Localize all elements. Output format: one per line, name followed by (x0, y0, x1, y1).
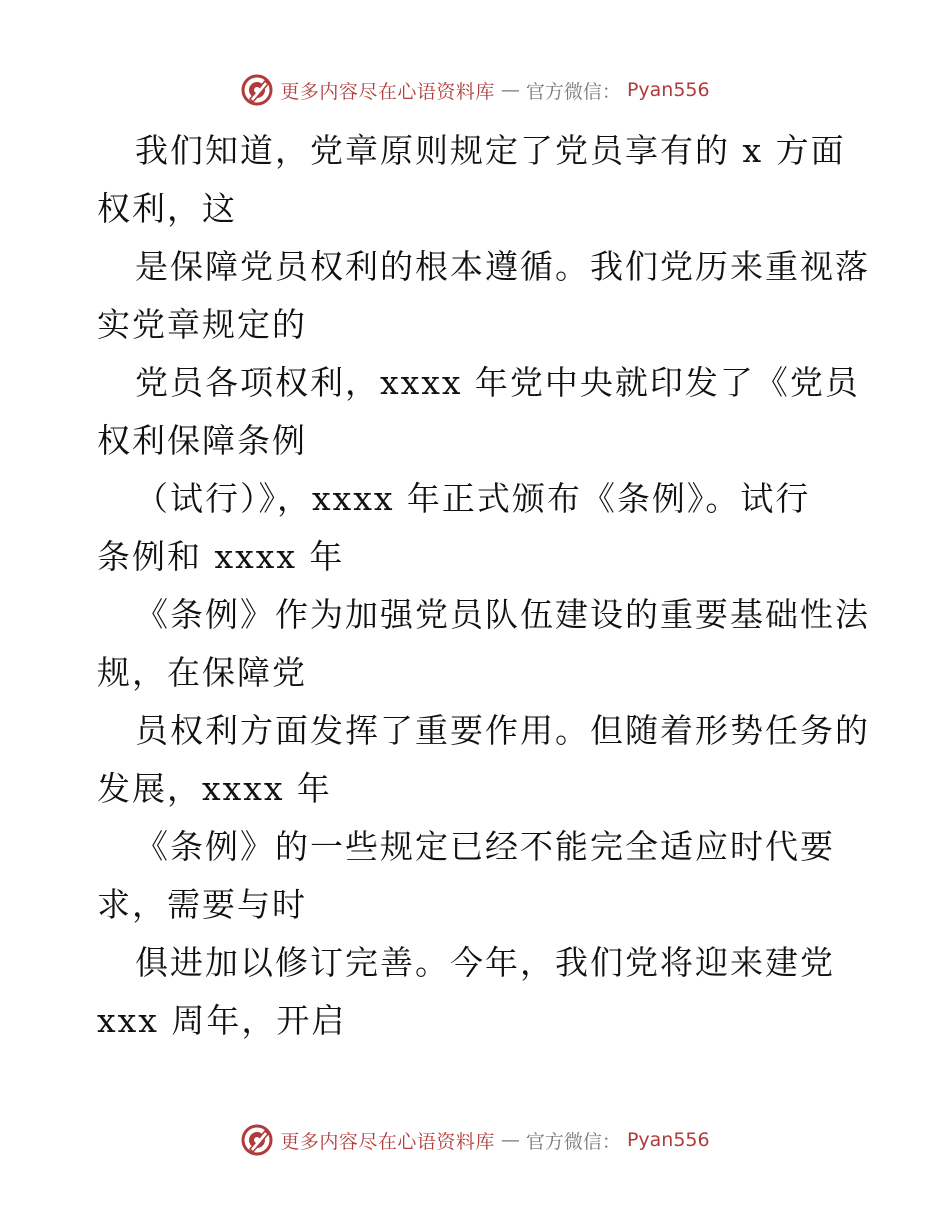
pen-seal-logo-icon (240, 73, 274, 107)
body-line: 我们知道，党章原则规定了党员享有的 x 方面 (135, 131, 846, 170)
banner-wechat-id: Pyan556 (626, 79, 710, 101)
body-line: 权利，这 (97, 189, 237, 228)
body-line: 是保障党员权利的根本遵循。我们党历来重视落 (135, 247, 870, 286)
body-line: 《条例》作为加强党员队伍建设的重要基础性法 (135, 595, 870, 634)
body-line: 实党章规定的 (97, 305, 307, 344)
banner-text: 更多内容尽在心语资料库 (280, 80, 495, 103)
banner-label: 官方微信： (525, 80, 621, 103)
banner-wechat-id: Pyan556 (626, 1129, 710, 1151)
header-banner (0, 70, 950, 110)
body-line: xxx 周年，开启 (97, 1001, 347, 1040)
body-line: 求，需要与时 (97, 885, 307, 924)
body-line: 权利保障条例 (97, 421, 307, 460)
banner-label: 官方微信： (525, 1130, 621, 1153)
body-line: 员权利方面发挥了重要作用。但随着形势任务的 (135, 711, 870, 750)
body-line: 俱进加以修订完善。今年，我们党将迎来建党 (135, 943, 835, 982)
body-line: 《条例》的一些规定已经不能完全适应时代要 (135, 827, 835, 866)
body-line: （试行）》，xxxx 年正式颁布《条例》。试行 (135, 479, 811, 518)
footer-banner (0, 1120, 950, 1160)
body-line: 规，在保障党 (97, 653, 307, 692)
body-line: 条例和 xxxx 年 (97, 537, 345, 576)
pen-seal-logo-icon (240, 1123, 274, 1157)
banner-dash: — (500, 79, 520, 101)
body-line: 党员各项权利，xxxx 年党中央就印发了《党员 (135, 363, 860, 402)
body-line: 发展，xxxx 年 (97, 769, 332, 808)
document-body (97, 122, 870, 1050)
banner-dash: — (500, 1129, 520, 1151)
banner-text: 更多内容尽在心语资料库 (280, 1130, 495, 1153)
